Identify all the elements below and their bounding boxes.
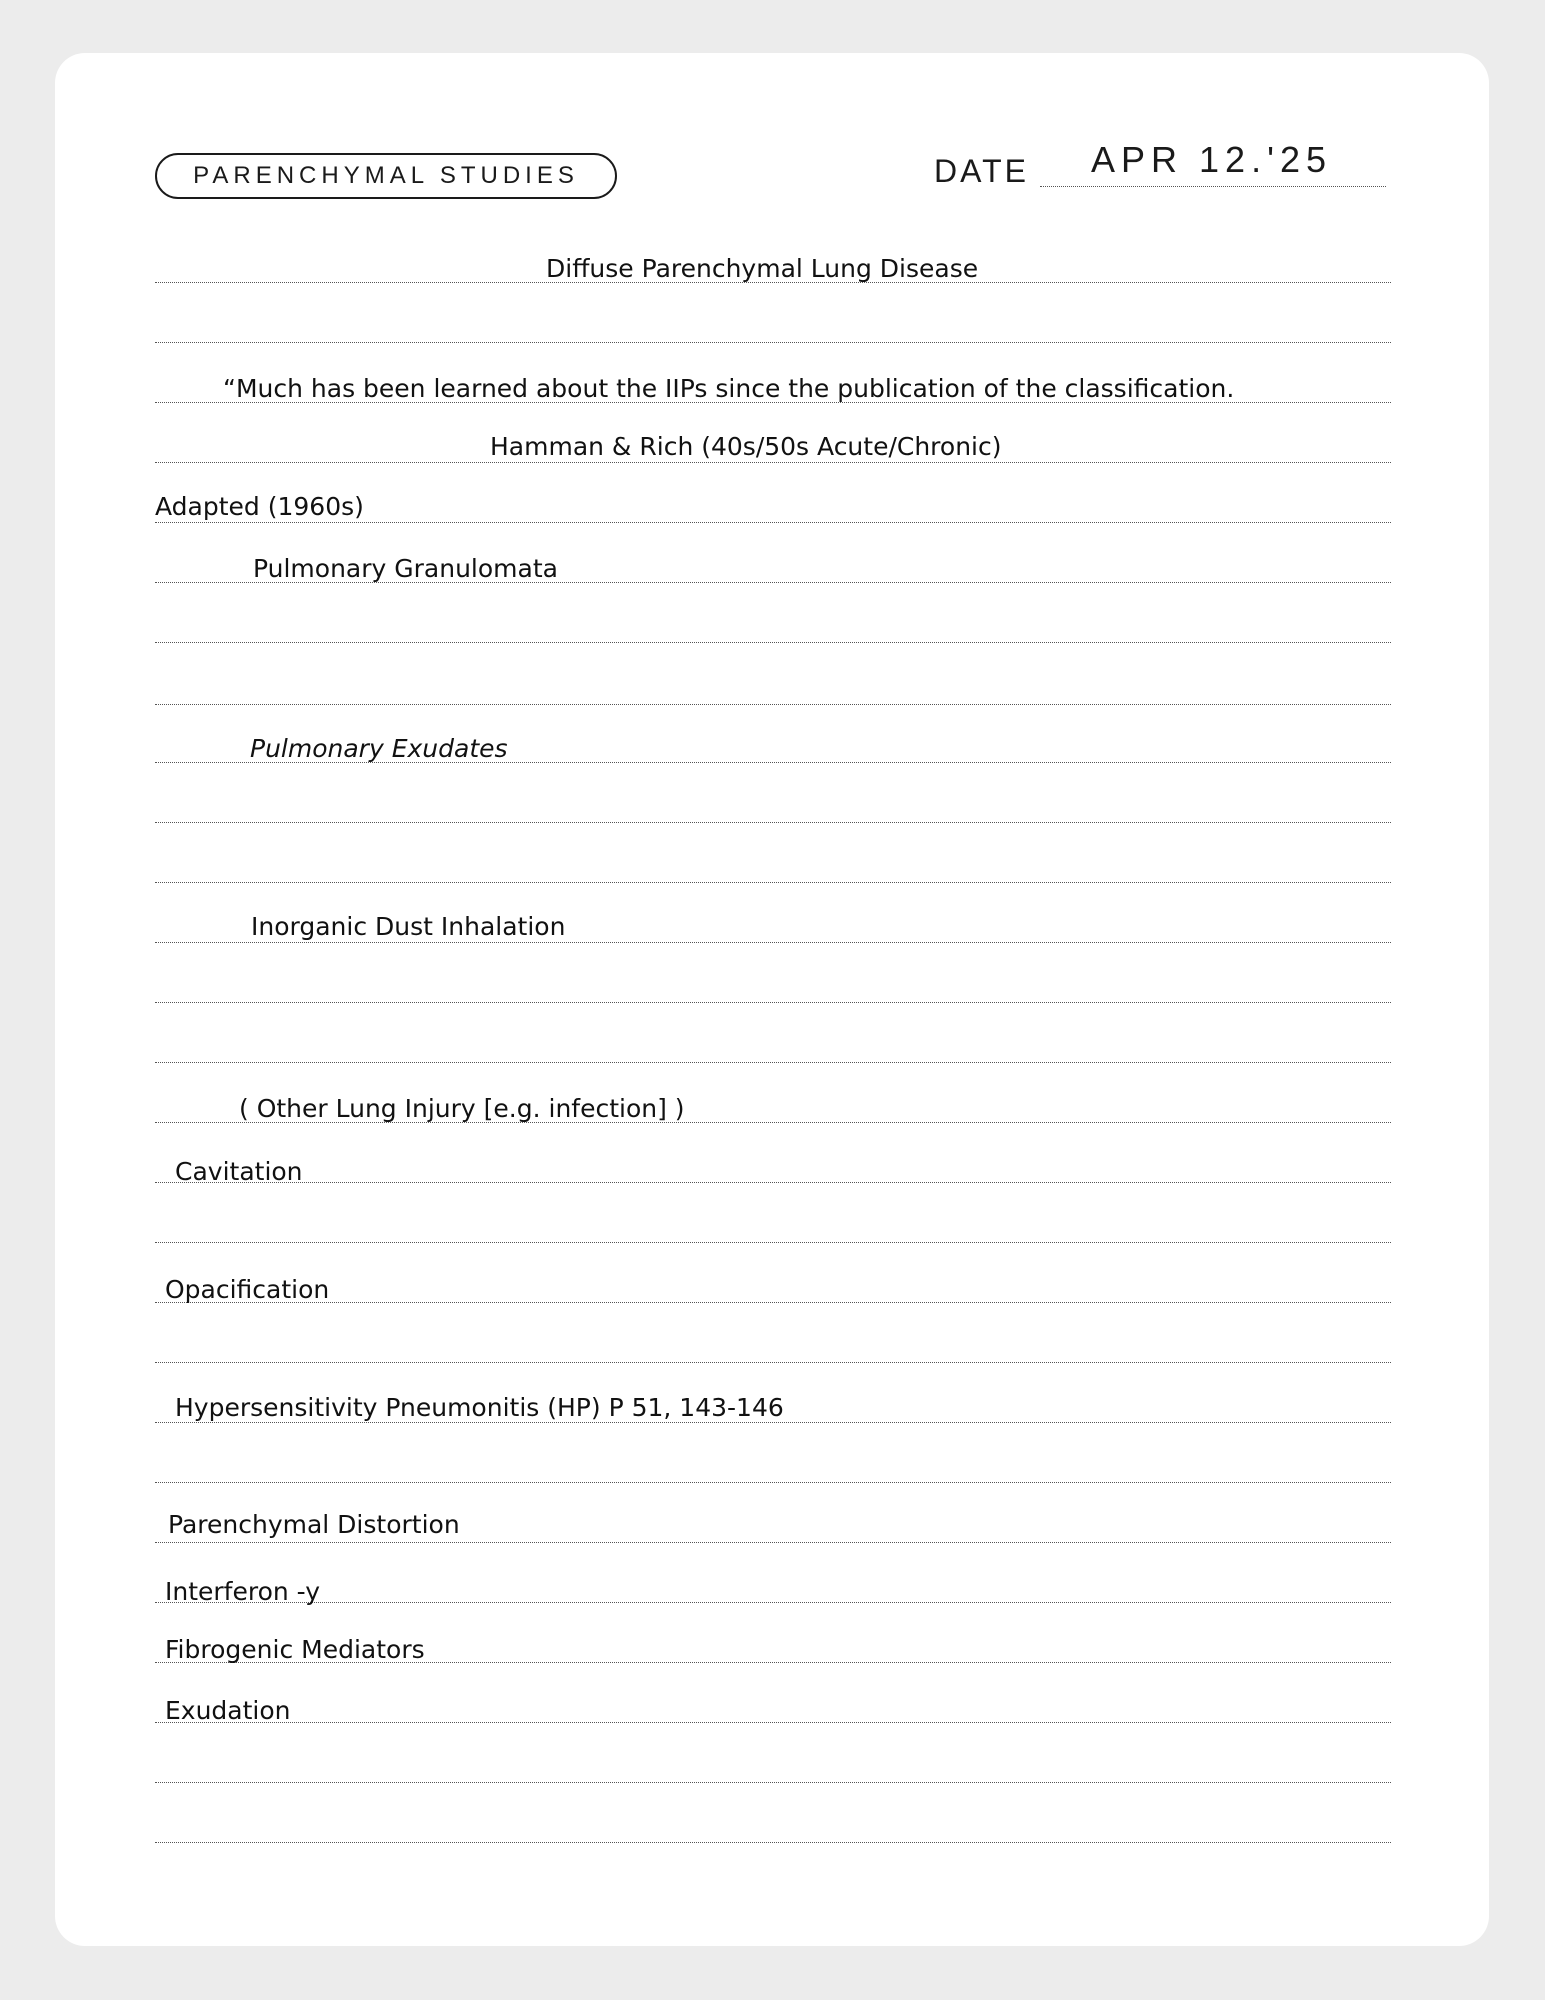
notebook-page: [55, 53, 1489, 1946]
note-interferon: Interferon -y: [165, 1577, 321, 1606]
note-inorganic-dust: Inorganic Dust Inhalation: [251, 912, 566, 941]
ruled-line: [155, 1482, 1391, 1483]
note-exudation: Exudation: [165, 1696, 291, 1725]
ruled-line: [155, 1062, 1391, 1063]
note-fibrogenic: Fibrogenic Mediators: [165, 1635, 425, 1664]
note-hamman-rich: Hamman & Rich (40s/50s Acute/Chronic): [490, 432, 1002, 461]
note-cavitation: Cavitation: [175, 1157, 303, 1186]
ruled-line: [155, 1002, 1391, 1003]
ruled-line: [155, 1242, 1391, 1243]
ruled-line: [155, 822, 1391, 823]
note-hypersensitivity: Hypersensitivity Pneumonitis (HP) P 51, 143-146: [175, 1393, 784, 1422]
ruled-line: [155, 642, 1391, 643]
date-line: [1040, 186, 1386, 187]
ruled-line: [155, 704, 1391, 705]
date-label: DATE: [934, 153, 1029, 189]
ruled-line: [155, 1842, 1391, 1843]
note-opacification: Opacification: [165, 1275, 330, 1304]
ruled-line: [155, 882, 1391, 883]
note-exudates: Pulmonary Exudates: [250, 734, 508, 763]
note-granulomata: Pulmonary Granulomata: [253, 554, 558, 583]
note-title: Diffuse Parenchymal Lung Disease: [546, 254, 979, 283]
note-quote: “Much has been learned about the IIPs since the publication of the classification.: [223, 374, 1235, 403]
ruled-line: [155, 1782, 1391, 1783]
ruled-line: [155, 942, 1391, 943]
ruled-line: [155, 1302, 1391, 1303]
notebook-tag: PARENCHYMAL STUDIES: [155, 153, 617, 199]
note-distortion: Parenchymal Distortion: [168, 1510, 460, 1539]
ruled-line: [155, 1362, 1391, 1363]
ruled-line: [155, 1182, 1391, 1183]
ruled-line: [155, 1722, 1391, 1723]
ruled-line: [155, 522, 1391, 523]
ruled-line: [155, 342, 1391, 343]
date-value: APR 12.'25: [1091, 139, 1332, 180]
ruled-line: [155, 1602, 1391, 1603]
note-other-injury: ( Other Lung Injury [e.g. infection] ): [239, 1094, 685, 1123]
ruled-line: [155, 462, 1391, 463]
ruled-line: [155, 1542, 1391, 1543]
note-adapted: Adapted (1960s): [155, 492, 364, 521]
